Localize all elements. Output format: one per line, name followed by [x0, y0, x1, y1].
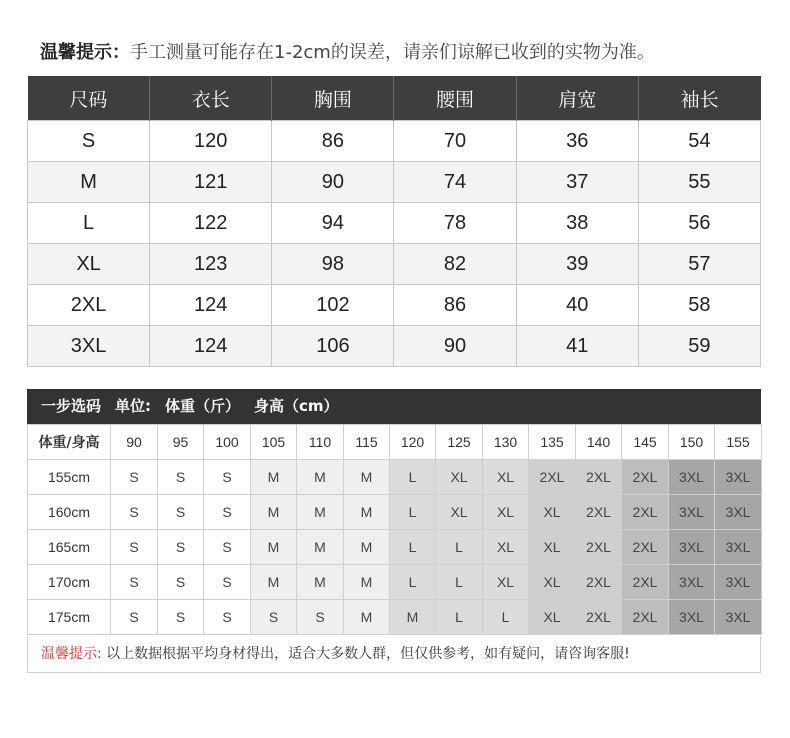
table-cell: 40 — [516, 285, 638, 326]
size-cell: S — [111, 600, 158, 635]
table-cell: 124 — [150, 285, 272, 326]
table-row — [28, 600, 762, 635]
size-cell: S — [158, 530, 204, 565]
height-label-cell: 155cm — [28, 460, 111, 495]
weight-header-cell: 135 — [529, 425, 576, 460]
tip-text: 以上数据根据平均身材得出，适合大多数人群，但仅供参考，如有疑问，请咨询客服! — [106, 646, 630, 662]
size-cell: XL — [483, 460, 529, 495]
size-cell: 3XL — [715, 460, 762, 495]
col-header-length: 衣长 — [150, 76, 272, 121]
table-cell: 38 — [516, 203, 638, 244]
size-cell: S — [204, 565, 251, 600]
size-recommendation-table — [27, 424, 762, 635]
col-header-sleeve: 袖长 — [638, 76, 760, 121]
table-row — [28, 203, 761, 244]
size-cell: 3XL — [715, 600, 762, 635]
measurement-notice — [40, 38, 655, 64]
size-cell: 3XL — [715, 565, 762, 600]
col-header-chest: 胸围 — [272, 76, 394, 121]
size-cell: M — [344, 460, 390, 495]
recommendation-title-bar — [27, 389, 761, 424]
size-cell: M — [297, 495, 344, 530]
table-row — [28, 565, 762, 600]
table-row — [28, 121, 761, 162]
size-cell: S — [297, 600, 344, 635]
size-cell: M — [297, 460, 344, 495]
table-cell: XL — [28, 244, 150, 285]
table-cell: 55 — [638, 162, 760, 203]
height-unit: 身高（cm） — [254, 397, 339, 415]
weight-unit: 体重（斤） — [165, 397, 241, 415]
size-cell: S — [158, 565, 204, 600]
notice-label: 温馨提示： — [40, 42, 130, 63]
size-cell: 2XL — [622, 495, 669, 530]
table-cell: 124 — [150, 326, 272, 367]
table-cell: 37 — [516, 162, 638, 203]
size-cell: M — [251, 495, 297, 530]
table-cell: 94 — [272, 203, 394, 244]
size-cell: 2XL — [622, 530, 669, 565]
size-chart-table — [27, 76, 761, 367]
size-cell: L — [483, 600, 529, 635]
height-label-cell: 170cm — [28, 565, 111, 600]
size-cell: XL — [436, 460, 483, 495]
size-cell: 2XL — [622, 600, 669, 635]
table-cell: 36 — [516, 121, 638, 162]
weight-header-cell: 90 — [111, 425, 158, 460]
table-cell: 70 — [394, 121, 516, 162]
height-label-cell: 175cm — [28, 600, 111, 635]
size-cell: 3XL — [669, 530, 715, 565]
col-header-size: 尺码 — [28, 76, 150, 121]
size-cell: M — [251, 565, 297, 600]
recommendation-title: 一步选码 — [41, 397, 102, 415]
corner-header: 体重/身高 — [28, 425, 111, 460]
size-cell: L — [436, 530, 483, 565]
size-cell: XL — [436, 495, 483, 530]
size-cell: XL — [529, 530, 576, 565]
weight-header-cell: 125 — [436, 425, 483, 460]
table-cell: 58 — [638, 285, 760, 326]
size-cell: L — [436, 565, 483, 600]
size-cell: S — [111, 460, 158, 495]
table-cell: 90 — [272, 162, 394, 203]
size-cell: S — [111, 495, 158, 530]
size-cell: M — [390, 600, 436, 635]
table-cell: 86 — [272, 121, 394, 162]
table-cell: 41 — [516, 326, 638, 367]
weight-header-cell: 95 — [158, 425, 204, 460]
size-chart-header-row — [28, 76, 761, 121]
col-header-shoulder: 肩宽 — [516, 76, 638, 121]
size-cell: 2XL — [576, 495, 622, 530]
table-cell: 122 — [150, 203, 272, 244]
weight-header-cell: 130 — [483, 425, 529, 460]
weight-header-cell: 100 — [204, 425, 251, 460]
size-cell: 2XL — [576, 600, 622, 635]
size-cell: L — [390, 460, 436, 495]
table-cell: 78 — [394, 203, 516, 244]
size-cell: L — [390, 495, 436, 530]
weight-header-cell: 145 — [622, 425, 669, 460]
size-cell: M — [297, 565, 344, 600]
size-cell: S — [204, 495, 251, 530]
table-row — [28, 244, 761, 285]
table-cell: 39 — [516, 244, 638, 285]
size-cell: XL — [483, 495, 529, 530]
size-cell: S — [111, 530, 158, 565]
size-cell: S — [111, 565, 158, 600]
weight-header-cell: 105 — [251, 425, 297, 460]
size-cell: M — [251, 460, 297, 495]
size-cell: 3XL — [669, 495, 715, 530]
weight-header-cell: 140 — [576, 425, 622, 460]
size-cell: 3XL — [669, 565, 715, 600]
size-cell: XL — [529, 600, 576, 635]
weight-header-cell: 155 — [715, 425, 762, 460]
table-row — [28, 460, 762, 495]
size-cell: M — [297, 530, 344, 565]
size-cell: M — [251, 530, 297, 565]
table-cell: 56 — [638, 203, 760, 244]
size-cell: M — [344, 495, 390, 530]
size-cell: M — [344, 565, 390, 600]
size-cell: L — [436, 600, 483, 635]
weight-header-cell: 150 — [669, 425, 715, 460]
table-row — [28, 530, 762, 565]
size-cell: S — [204, 460, 251, 495]
disclaimer-tip — [27, 636, 761, 673]
size-cell: L — [390, 530, 436, 565]
size-cell: 3XL — [715, 495, 762, 530]
size-cell: 3XL — [715, 530, 762, 565]
size-cell: S — [158, 600, 204, 635]
table-cell: 2XL — [28, 285, 150, 326]
table-cell: M — [28, 162, 150, 203]
table-cell: 123 — [150, 244, 272, 285]
size-cell: S — [158, 495, 204, 530]
table-row — [28, 285, 761, 326]
table-cell: 121 — [150, 162, 272, 203]
table-row — [28, 495, 762, 530]
weight-header-cell: 120 — [390, 425, 436, 460]
table-cell: 120 — [150, 121, 272, 162]
size-cell: M — [344, 530, 390, 565]
table-cell: 74 — [394, 162, 516, 203]
size-cell: L — [390, 565, 436, 600]
table-cell: 98 — [272, 244, 394, 285]
table-cell: 57 — [638, 244, 760, 285]
size-cell: 2XL — [622, 460, 669, 495]
size-cell: 2XL — [576, 460, 622, 495]
table-cell: S — [28, 121, 150, 162]
size-cell: S — [204, 530, 251, 565]
size-cell: XL — [483, 565, 529, 600]
table-cell: 86 — [394, 285, 516, 326]
size-cell: S — [204, 600, 251, 635]
size-cell: S — [251, 600, 297, 635]
size-recommendation-section — [27, 389, 761, 635]
notice-text: 手工测量可能存在1-2cm的误差，请亲们谅解已收到的实物为准。 — [130, 42, 655, 63]
unit-label: 单位: — [115, 397, 152, 415]
size-cell: XL — [529, 565, 576, 600]
height-label-cell: 165cm — [28, 530, 111, 565]
size-cell: M — [344, 600, 390, 635]
size-cell: 3XL — [669, 600, 715, 635]
table-cell: 54 — [638, 121, 760, 162]
size-cell: 2XL — [622, 565, 669, 600]
table-cell: L — [28, 203, 150, 244]
table-row — [28, 326, 761, 367]
size-cell: 2XL — [529, 460, 576, 495]
size-cell: 2XL — [576, 565, 622, 600]
table-cell: 90 — [394, 326, 516, 367]
size-cell: XL — [529, 495, 576, 530]
size-cell: 2XL — [576, 530, 622, 565]
table-cell: 82 — [394, 244, 516, 285]
table-cell: 102 — [272, 285, 394, 326]
table-cell: 3XL — [28, 326, 150, 367]
tip-label: 温馨提示: — [41, 646, 102, 662]
table-cell: 59 — [638, 326, 760, 367]
recommendation-header-row — [28, 425, 762, 460]
weight-header-cell: 115 — [344, 425, 390, 460]
weight-header-cell: 110 — [297, 425, 344, 460]
table-row — [28, 162, 761, 203]
col-header-waist: 腰围 — [394, 76, 516, 121]
size-cell: 3XL — [669, 460, 715, 495]
table-cell: 106 — [272, 326, 394, 367]
size-cell: XL — [483, 530, 529, 565]
height-label-cell: 160cm — [28, 495, 111, 530]
size-cell: S — [158, 460, 204, 495]
